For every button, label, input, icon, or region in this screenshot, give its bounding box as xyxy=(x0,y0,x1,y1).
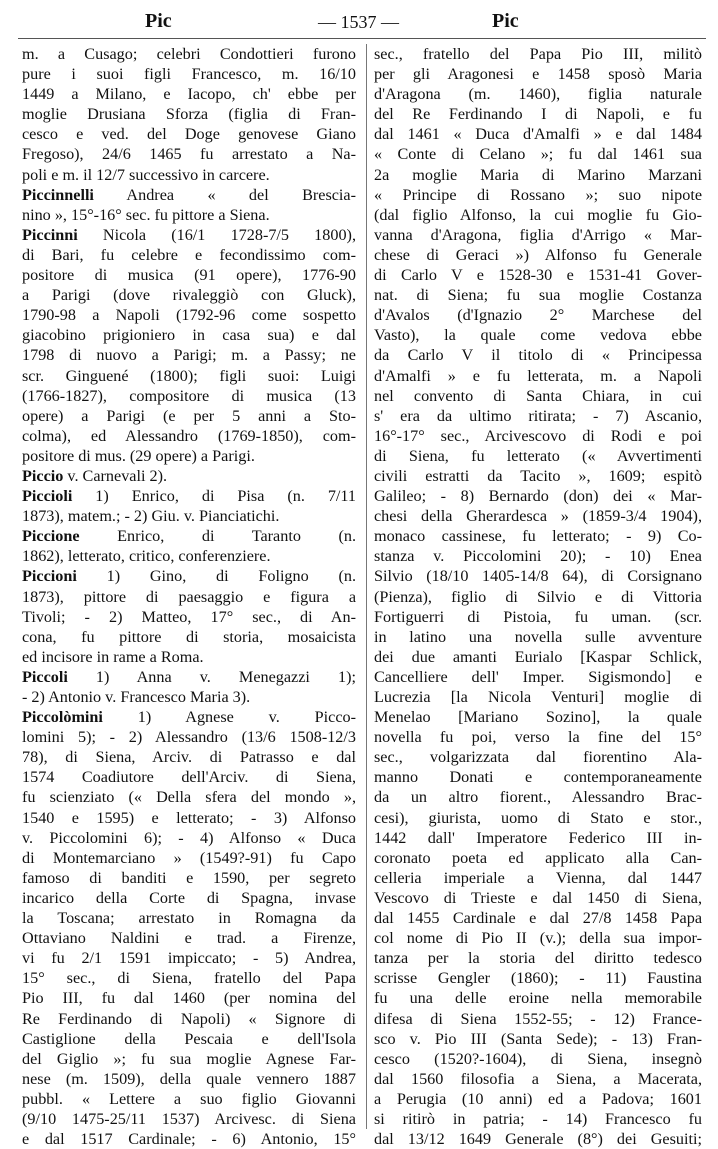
text-line: Piccioli 1) Enrico, di Pisa (n. 7/11 xyxy=(22,487,356,506)
text-line: d'Avalos (d'Ignazio 2° Marchese del xyxy=(374,306,702,325)
header-right-keyword: Pic xyxy=(492,10,519,32)
text-line: 1540 e 1595) e letterato; - 3) Alfonso xyxy=(22,808,356,827)
right-column xyxy=(374,44,702,1149)
text-line: famoso di banditi e 1590, per segreto xyxy=(22,868,356,887)
text-line: 1873), matem.; - 2) Giu. v. Pianciatichi. xyxy=(22,507,280,526)
text-line: Piccioni 1) Gino, di Foligno (n. xyxy=(22,567,356,586)
text-line: dal 1455 Cardinale e dal 27/8 1458 Papa xyxy=(374,909,702,928)
text-line: nel convento di Santa Chiara, in cui xyxy=(374,386,702,405)
text-line: cesco e ved. del Doge genovese Giano xyxy=(22,125,356,144)
text-line: Pio III, fu dal 1460 (per nomina del xyxy=(22,989,356,1008)
text-line: in latino una novella sulle avventure xyxy=(374,627,702,646)
text-line: stanza v. Piccolomini 20); - 10) Enea xyxy=(374,547,702,566)
text-line: Galileo; - 8) Bernardo (don) dei « Mar- xyxy=(374,487,702,506)
text-line: celleria imperiale a Vienna, dal 1447 xyxy=(374,868,702,887)
text-line: s' era da ultimo ritirata; - 7) Ascanio, xyxy=(374,406,702,425)
entry-headword: Piccolòmini xyxy=(22,708,103,727)
text-line: nino », 15°-16° sec. fu pittore a Siena. xyxy=(22,205,270,224)
header-rule xyxy=(18,38,706,39)
text-line: difesa di Siena 1552-55; - 12) France- xyxy=(374,1009,702,1028)
text-line: Piccinni Nicola (16/1 1728-7/5 1800), xyxy=(22,225,356,244)
text-line: - 2) Antonio v. Francesco Maria 3). xyxy=(22,688,251,706)
entry-headword: Piccinnelli xyxy=(22,185,94,204)
text-line: vi fu 2/1 1591 impiccato; - 5) Andrea, xyxy=(22,949,356,968)
text-line: si ritirò in patria; - 14) Francesco fu xyxy=(374,1109,702,1128)
text-line: da Carlo V il titolo di « Principessa xyxy=(374,346,702,365)
text-line: nat. di Siena; fu sua moglie Costanza xyxy=(374,286,702,305)
text-line: colma), ed Alessandro (1769-1850), com- xyxy=(22,426,356,445)
text-line: 15° sec., di Siena, fratello del Papa xyxy=(22,969,356,988)
text-line: Vescovo di Trieste e dal 1450 di Siena, xyxy=(374,888,702,907)
text-line: 1449 a Milano, e Iacopo, ch' ebbe per xyxy=(22,85,356,104)
text-line: 1442 dall' Imperatore Federico III in- xyxy=(374,828,702,847)
text-line: ed incisore in rame a Roma. xyxy=(22,647,204,666)
text-line: Menelao [Mariano Sozino], la quale xyxy=(374,708,702,727)
column-divider xyxy=(366,44,367,1129)
text-line: chesi della Gherardesca » (1859-3/4 1904), xyxy=(374,507,702,526)
page-number: — 1537 — xyxy=(318,12,399,32)
entry-headword: Piccione xyxy=(22,527,80,546)
text-line: Piccoli 1) Anna v. Menegazzi 1); xyxy=(22,667,356,686)
text-line: 16°-17° sec., Arcivescovo di Rodi e poi xyxy=(374,426,702,445)
text-line: di Carlo V e 1528-30 e 1531-41 Gover- xyxy=(374,266,702,285)
text-line: positore di musica (91 opere), 1776-90 xyxy=(22,266,356,285)
text-line: dal 1461 « Duca d'Amalfi » e dal 1484 xyxy=(374,125,702,144)
text-line: cona, fu pittore di storia, mosaicista xyxy=(22,627,356,646)
text-line: (Pienza), figlio di Silvio e di Vittoria xyxy=(374,587,702,606)
text-line: vanna d'Aragona, figlia d'Arrigo « Mar- xyxy=(374,225,702,244)
text-line: lomini 5); - 2) Alessandro (13/6 1508-12/3 xyxy=(22,728,356,747)
text-line: d'Aragona (m. 1460), figlia naturale xyxy=(374,85,702,104)
text-line: 1862), letterato, critico, conferenziere. xyxy=(22,547,271,566)
text-line: di Siena, fu letterato (« Avvertimenti xyxy=(374,446,702,465)
text-line: (dal figlio Alfonso, la cui moglie fu Gio- xyxy=(374,205,702,224)
text-line: Silvio (18/10 1405-14/8 64), di Corsignano xyxy=(374,567,702,586)
text-line: opere) a Parigi (e per 5 anni a Sto- xyxy=(22,406,356,425)
text-line: Fregoso), 24/6 1465 fu arrestato a Na- xyxy=(22,145,356,164)
entry-headword: Piccoli xyxy=(22,667,68,686)
text-line: civili estratti da Tacito », 1609; espitò xyxy=(374,466,702,485)
text-line: 2a moglie Maria di Marino Marzani xyxy=(374,165,702,184)
text-line: (9/10 1475-25/11 1537) Arcivesc. di Siena xyxy=(22,1109,356,1128)
text-line: dei due amanti Eurialo [Kaspar Schlick, xyxy=(374,647,702,666)
text-line: pure i suoi figli Francesco, m. 16/10 xyxy=(22,65,356,84)
left-column xyxy=(22,44,356,1149)
text-line: Piccione Enrico, di Taranto (n. xyxy=(22,527,356,546)
text-line: « Conte di Celano »; fu dal 1461 sua xyxy=(374,145,702,164)
text-line: Cancelliere dell' Imper. Sigismondo] e xyxy=(374,667,702,686)
text-line: positore di mus. (29 opere) a Parigi. xyxy=(22,446,255,465)
text-line: di Montemarciano » (1549?-91) fu Capo xyxy=(22,848,356,867)
text-line: fu scienziato (« Della sfera del mondo », xyxy=(22,788,356,807)
text-line: e dal 1517 Cardinale; - 6) Antonio, 15° xyxy=(22,1130,356,1149)
text-line: manno Donati e contemporaneamente xyxy=(374,768,702,787)
running-header xyxy=(0,6,718,36)
text-line: d'Amalfi » e fu letterata, m. a Napoli xyxy=(374,366,702,385)
entry-headword: Piccio xyxy=(22,466,64,485)
text-line: la Toscana; arrestato in Romagna da xyxy=(22,909,356,928)
text-line: cesi), giurista, uomo di Stato e stor., xyxy=(374,808,702,827)
text-line: tanza per la storia del diritto tedesco xyxy=(374,949,702,968)
text-line: Lucrezia [la Nicola Venturi] moglie di xyxy=(374,688,702,706)
text-line: Castiglione della Pescaia e dell'Isola xyxy=(22,1029,356,1048)
text-line: 1873), pittore di paesaggio e figura a xyxy=(22,587,356,606)
entry-headword: Piccinni xyxy=(22,225,78,244)
text-line: « Principe di Rossano »; suo nipote xyxy=(374,185,702,204)
text-line: Piccinnelli Andrea « del Brescia- xyxy=(22,185,356,204)
entry-headword: Piccioni xyxy=(22,567,77,586)
text-line: Fortiguerri di Pistoia, fu uman. (scr. xyxy=(374,607,702,626)
text-line: per gli Aragonesi e 1458 sposò Maria xyxy=(374,65,702,84)
text-line: chese di Geraci ») Alfonso fu Generale xyxy=(374,245,702,264)
text-line: sec., volgarizzata dal fiorentino Ala- xyxy=(374,748,702,767)
text-line: col nome di Pio II (v.); della sua impor- xyxy=(374,929,702,948)
text-line: v. Piccolomini 6); - 4) Alfonso « Duca xyxy=(22,828,356,847)
text-line: cesco (1520?-1604), di Siena, insegnò xyxy=(374,1049,702,1068)
text-line: poli e m. il 12/7 successivo in carcere. xyxy=(22,165,270,184)
text-line: Piccio v. Carnevali 2). xyxy=(22,466,168,485)
text-line: sec., fratello del Papa Pio III, militò xyxy=(374,45,702,63)
text-line: sco v. Pio III (Santa Sede); - 13) Fran- xyxy=(374,1029,702,1048)
text-line: nese (m. 1509), della quale vennero 1887 xyxy=(22,1069,356,1088)
text-line: coronato poeta ed applicato alla Can- xyxy=(374,848,702,867)
text-line: dal 1560 filosofia a Siena, a Macerata, xyxy=(374,1069,702,1088)
text-line: m. a Cusago; celebri Condottieri furono xyxy=(22,45,356,63)
text-line: a Perugia (10 anni) ed a Padova; 1601 xyxy=(374,1089,702,1108)
text-line: Tivoli; - 2) Matteo, 17° sec., di An- xyxy=(22,607,356,626)
text-line: del Re Ferdinando I di Napoli, e fu xyxy=(374,105,702,124)
text-line: Ottaviano Naldini e trad. a Firenze, xyxy=(22,929,356,948)
text-line: scr. Ginguené (1800); figli suoi: Luigi xyxy=(22,366,356,385)
text-line: di Bari, fu celebre e fecondissimo com- xyxy=(22,245,356,264)
text-line: giacobino prigioniero in casa sua) e dal xyxy=(22,326,356,345)
text-line: 1790-98 a Napoli (1792-96 come sospetto xyxy=(22,306,356,325)
text-line: moglie Drusiana Sforza (figlia di Fran- xyxy=(22,105,356,124)
text-line: novella fu poi, verso la fine del 15° xyxy=(374,728,702,747)
text-line: 1574 Coadiutore dell'Arciv. di Siena, xyxy=(22,768,356,787)
text-line: del Giglio »; fu sua moglie Agnese Far- xyxy=(22,1049,356,1068)
text-line: da un altro fiorent., Alessandro Brac- xyxy=(374,788,702,807)
text-line: 78), di Siena, Arciv. di Patrasso e dal xyxy=(22,748,356,767)
header-left-keyword: Pic xyxy=(145,10,172,32)
text-line: Piccolòmini 1) Agnese v. Picco- xyxy=(22,708,356,727)
text-line: Vasto), la quale come vedova ebbe xyxy=(374,326,702,345)
text-line: incarico della Corte di Spagna, invase xyxy=(22,888,356,907)
text-line: (1766-1827), compositore di musica (13 xyxy=(22,386,356,405)
text-line: monaco cassinese, fu letterato; - 9) Co- xyxy=(374,527,702,546)
text-line: fu una delle eroine nella memorabile xyxy=(374,989,702,1008)
text-line: 1798 di nuovo a Parigi; m. a Passy; ne xyxy=(22,346,356,365)
entry-headword: Piccioli xyxy=(22,487,73,506)
text-line: pubbl. « Lettere a suo figlio Giovanni xyxy=(22,1089,356,1108)
text-line: scrisse Gengler (1860); - 11) Faustina xyxy=(374,969,702,988)
text-line: dal 13/12 1649 Generale (8°) dei Gesuiti; xyxy=(374,1130,702,1149)
text-line: Re Ferdinando di Napoli) « Signore di xyxy=(22,1009,356,1028)
text-line: a Parigi (dove rivaleggiò con Gluck), xyxy=(22,286,356,305)
